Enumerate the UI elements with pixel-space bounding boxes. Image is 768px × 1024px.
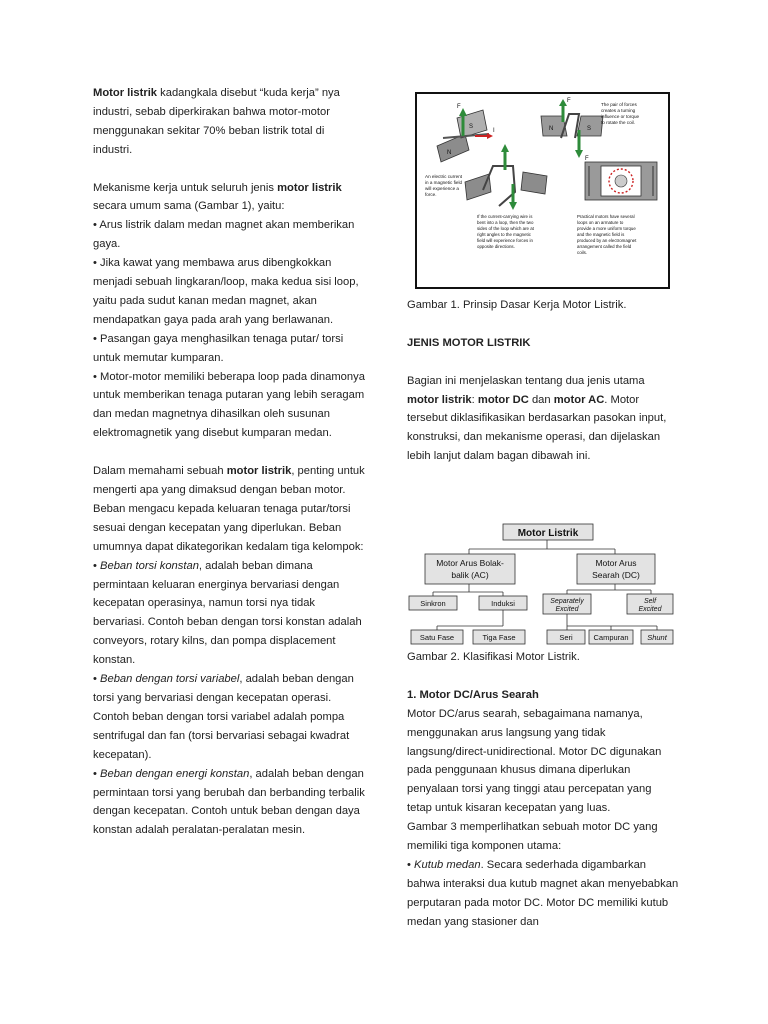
caption-electric-current: An electric current in a magnetic field will experience a force.: [425, 174, 463, 197]
dc-label-line2: Searah (DC): [592, 570, 640, 580]
paragraph-mechanism: [93, 179, 365, 217]
induksi-label: Induksi: [491, 599, 515, 608]
sinkron-label: Sinkron: [420, 599, 446, 608]
label-f: F: [585, 156, 589, 162]
armature-assembly: [585, 162, 657, 200]
text: Mekanisme kerja untuk seluruh jenis: [93, 181, 278, 194]
paragraph-intro: [93, 84, 365, 160]
label-i: I: [493, 128, 495, 134]
left-column: [93, 84, 365, 840]
load-term: Beban dengan energi konstan: [100, 767, 250, 780]
label-s: S: [587, 126, 592, 132]
left-magnet-pair: [437, 104, 495, 162]
bullet-4: • Motor-motor memiliki beberapa loop pada dinamonya untuk memberikan tenaga putaran yang lebih seragam dan medan magnetnya dihasilkan oleh susunan elektromagnetik yang disebut kumparan medan.: [93, 370, 365, 440]
figure-2-caption: Gambar 2. Klasifikasi Motor Listrik.: [407, 651, 580, 663]
paragraph-intro-text: kadangkala disebut “kuda kerja” nya industri, sebab diperkirakan bahwa motor-motor menggunakan sekitar 70% beban listrik total di industri.: [93, 87, 340, 156]
tiga-fase-label: Tiga Fase: [482, 633, 516, 642]
paragraph-types: [407, 372, 679, 467]
label-n: N: [447, 150, 452, 156]
right-column: [407, 296, 679, 466]
satu-fase-label: Satu Fase: [419, 633, 455, 642]
component-kutub-medan: [407, 856, 679, 932]
shunt-label: Shunt: [647, 633, 667, 642]
caption-practical-motors: Practical motors have several loops on an armature to provide a more uniform torque and the magnetic field is produced by an electromagnet arrangement called the field coils.: [577, 214, 637, 255]
section-heading-jenis: JENIS MOTOR LISTRIK: [407, 336, 531, 349]
bullet-3: • Pasangan gaya menghasilkan tenaga putar/ torsi untuk memutar kumparan.: [93, 332, 344, 364]
caption-pair-forces: The pair of forces creates a turning influence or torque to rotate the coil.: [601, 102, 640, 125]
center-loop: [541, 98, 603, 162]
paragraph-dc: Motor DC/arus searah, sebagaimana namanya, menggunakan arus langsung yang tidak langsung/direct-unidirectional. Motor DC digunakan pada penggunaan khusus dimana diperlukan penyalaan torsi yang tinggi atau percepatan yang tetap untuk kisaran kecepatan yang luas.: [407, 707, 662, 815]
load-type-3: [93, 765, 365, 841]
section-heading-dc: 1. Motor DC/Arus Searah: [407, 688, 539, 701]
caption-loop: If the current-carrying wire is bent into a loop, then the two sides of the loop which are at right angles to the magnetic field will experience forces in opposite directions.: [477, 214, 534, 249]
coil-assembly: [465, 144, 547, 210]
root-label: Motor Listrik: [517, 528, 579, 539]
load-term: Beban dengan torsi variabel: [100, 673, 240, 686]
figure-motor-principle: [415, 92, 670, 289]
paragraph-load: [93, 462, 365, 557]
text: Dalam memahami sebuah: [93, 465, 227, 478]
term: motor listrik: [407, 393, 472, 406]
excited-label: Excited: [638, 606, 662, 613]
figure-1-caption: Gambar 1. Prinsip Dasar Kerja Motor Listrik.: [407, 299, 627, 311]
connector-lines: [433, 540, 657, 630]
figure-classification-chart: [407, 522, 675, 646]
text: secara umum sama (Gambar 1), yaitu:: [93, 200, 285, 213]
term: motor listrik: [277, 181, 342, 194]
text: . Motor tersebut diklasifikasikan berdasarkan pasokan input, konstruksi, dan mekanisme operasi, dan dijelaskan lebih lanjut dalam bagan dibawah ini.: [407, 393, 667, 463]
term: motor DC: [477, 393, 529, 406]
term: motor AC: [553, 393, 605, 406]
text: , adalah beban dengan permintaan torsi yang berubah dan berbanding terbalik dengan kecepatan. Contoh untuk beban dengan daya konstan adalah peralatan-peralatan mesin.: [93, 767, 365, 837]
text: . Secara sederhada digambarkan bahwa interaksi dua kutub magnet akan menyebabkan perputaran pada motor DC. Motor DC memiliki kutub medan yang stasioner dan: [407, 858, 679, 928]
load-type-1: [93, 557, 365, 670]
seri-label: Seri: [559, 633, 573, 642]
bullet: •: [93, 559, 101, 572]
paragraph-dc-components: Gambar 3 memperlihatkan sebuah motor DC yang memiliki tiga komponen utama:: [407, 821, 658, 853]
dc-label-line1: Motor Arus: [595, 558, 637, 568]
text: , adalah beban dimana permintaan keluaran energinya bervariasi dengan kecepatan operasinya, namun torsi nya tidak bervariasi. Contoh beban dengan torsi konstan adalah conveyors, rotary kilns, dan pompa displacement konstan.: [93, 559, 362, 667]
separately-label: Separately: [550, 598, 584, 605]
classification-diagram: [407, 522, 675, 646]
text: , penting untuk mengerti apa yang dimaksud dengan beban motor. Beban mengacu kepada keluaran tenaga putar/torsi sesuai dengan kecepatan yang diperlukan. Beban umumnya dapat dikategorikan kedalam tiga kelompok:: [93, 465, 365, 553]
bullet: •: [93, 767, 101, 780]
load-term: Beban torsi konstan: [100, 559, 199, 572]
component-term: Kutub medan: [414, 858, 481, 871]
bullet: •: [407, 858, 415, 871]
self-label: Self: [643, 598, 657, 605]
bullet: •: [93, 673, 101, 686]
ac-label-line1: Motor Arus Bolak-: [436, 558, 504, 568]
label-f: F: [567, 98, 571, 104]
label-s: S: [469, 124, 474, 130]
text: :: [471, 393, 478, 406]
term-motor-listrik: Motor listrik: [93, 87, 158, 99]
text: dan: [528, 393, 554, 406]
ac-label-line2: balik (AC): [451, 570, 489, 580]
label-f: F: [457, 104, 461, 110]
load-type-2: [93, 670, 365, 765]
text: , adalah beban dengan torsi yang bervariasi dengan kecepatan operasi. Contoh beban dengan torsi variabel adalah pompa sentrifugal dan fan (torsi bervariasi sebagai kwadrat kecepatan).: [93, 673, 354, 761]
motor-principle-diagram: [417, 94, 668, 287]
term: motor listrik: [226, 465, 292, 478]
campuran-label: Campuran: [593, 633, 629, 642]
bullet-2: • Jika kawat yang membawa arus dibengkokkan menjadi sebuah lingkaran/loop, maka kedua sisi loop, yaitu pada sudut kanan medan magnet, akan mendapatkan gaya pada arah yang berlawanan.: [93, 257, 359, 326]
bullet-1: • Arus listrik dalam medan magnet akan memberikan gaya.: [93, 219, 355, 251]
text: Bagian ini menjelaskan tentang dua jenis utama: [407, 374, 645, 387]
excited-label: Excited: [555, 606, 579, 613]
right-column-lower: [407, 648, 679, 932]
label-n: N: [549, 126, 554, 132]
